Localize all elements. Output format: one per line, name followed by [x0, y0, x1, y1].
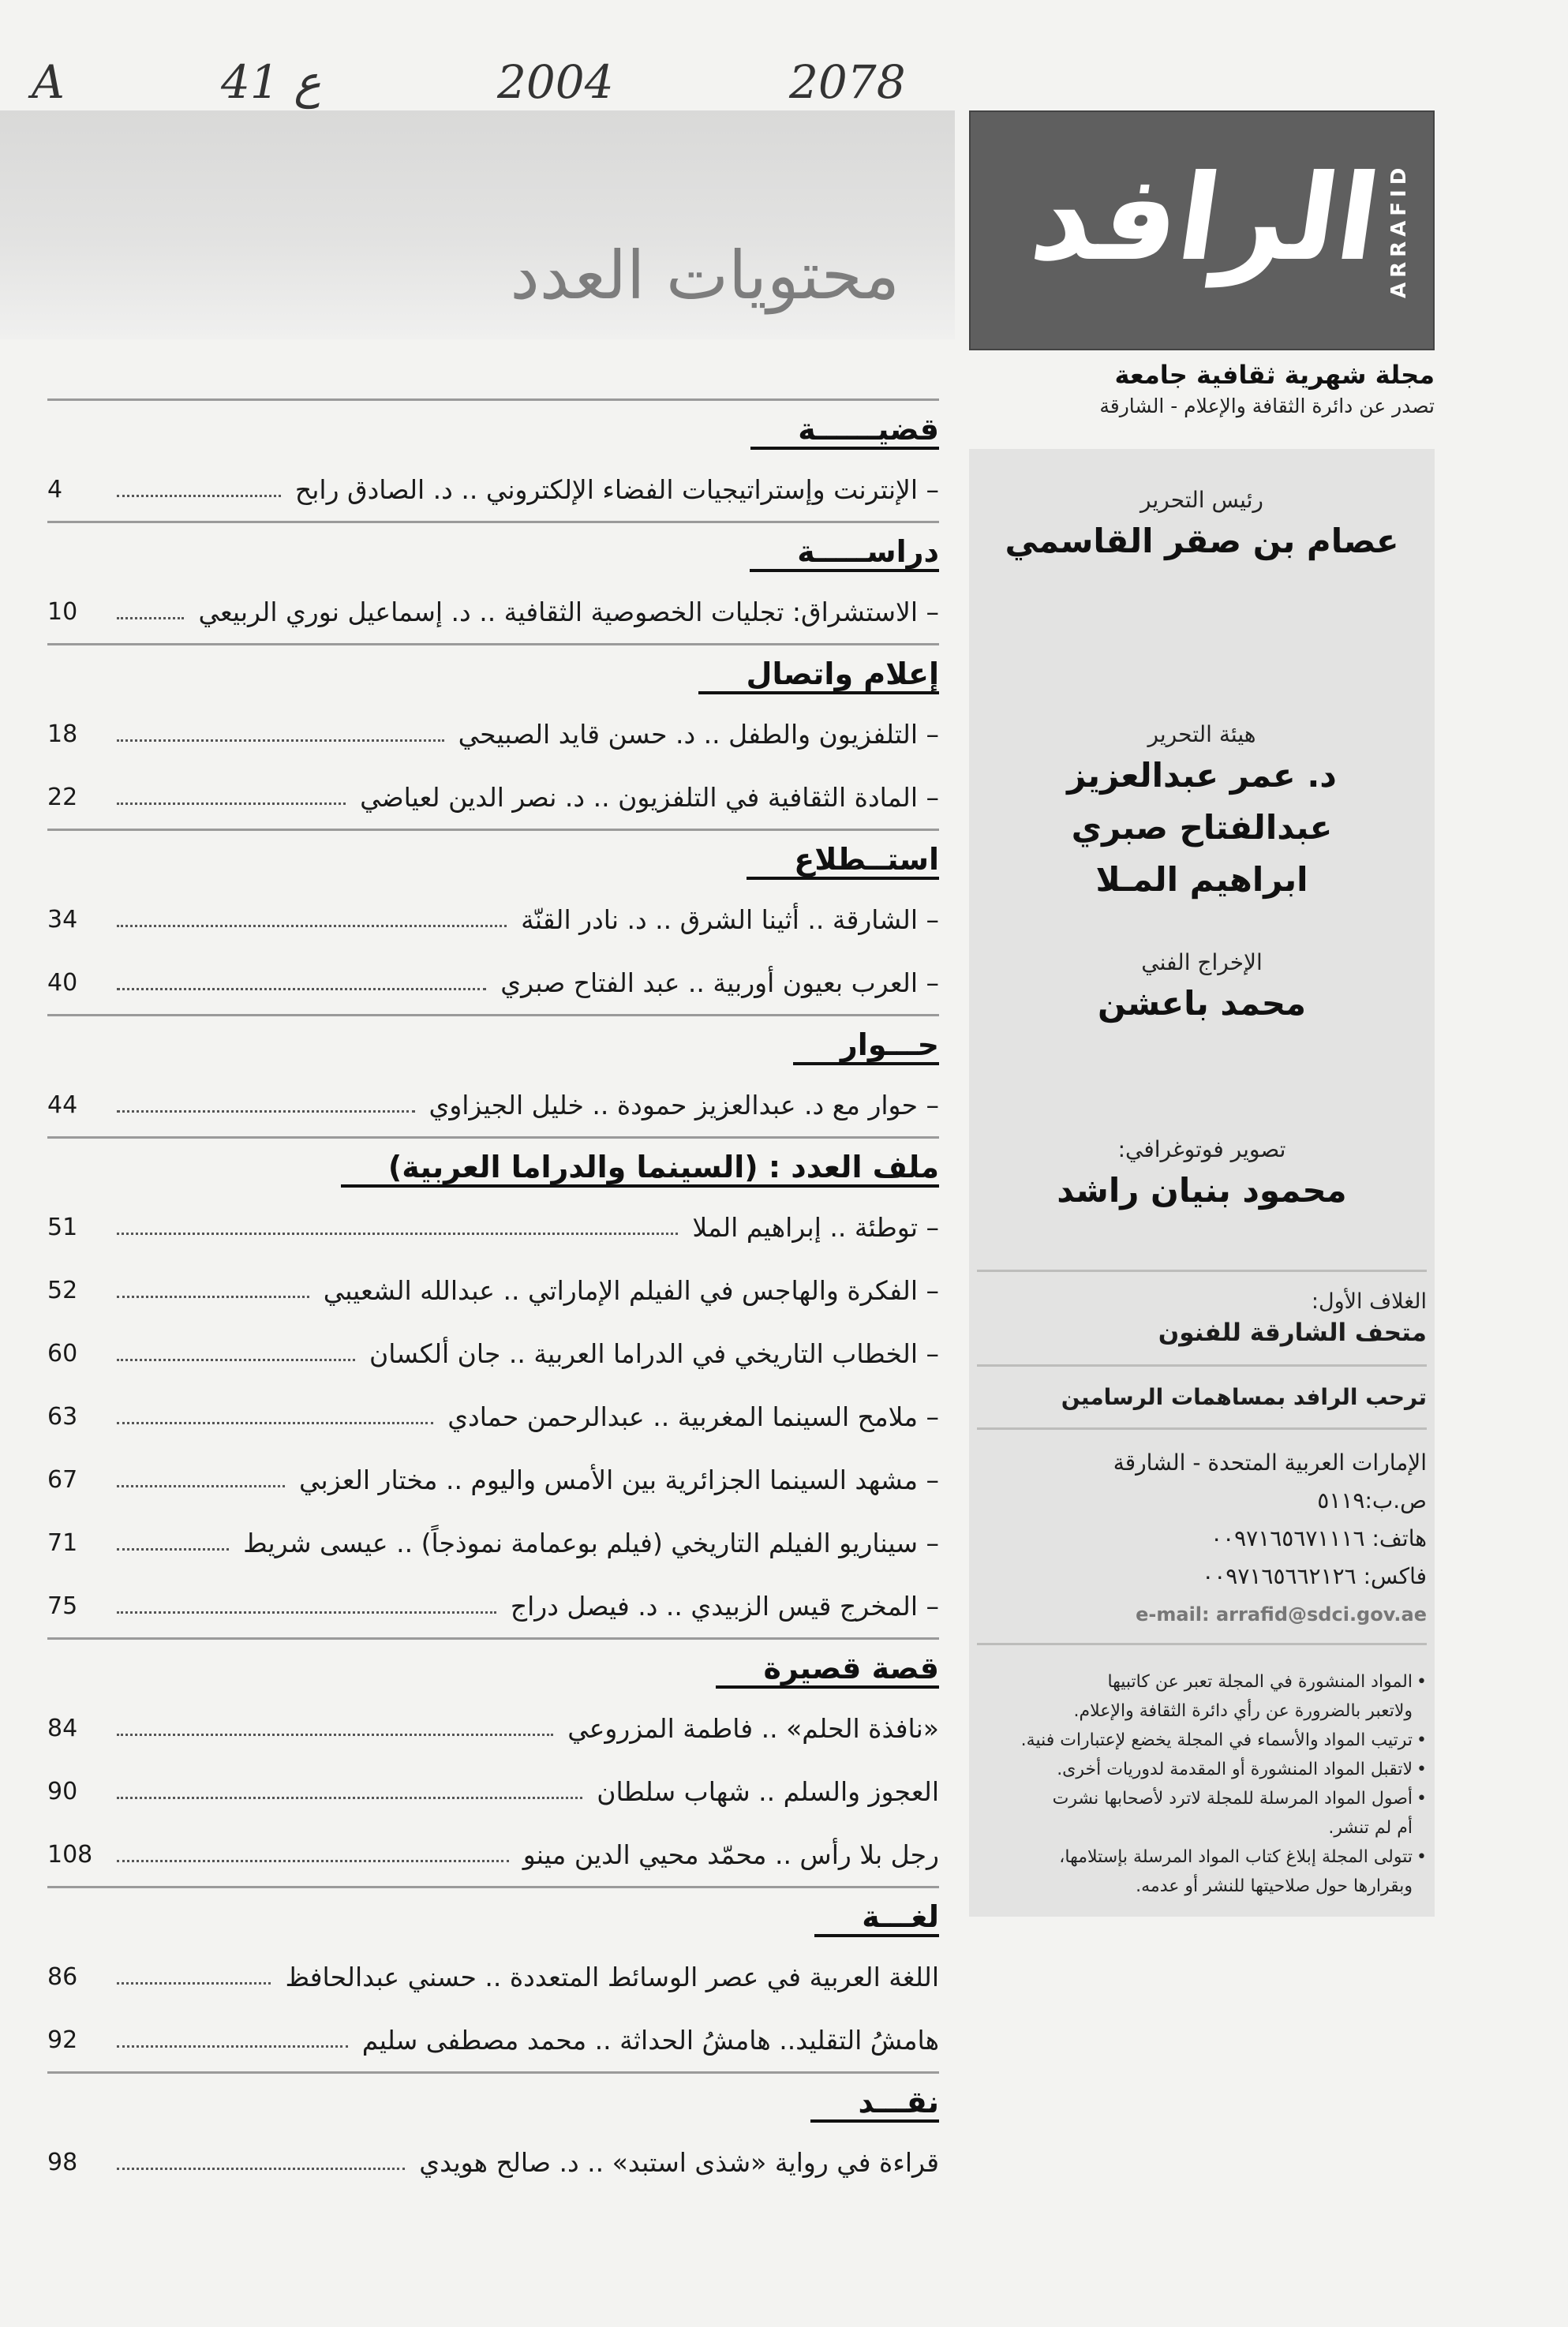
page-number: 86: [47, 1962, 78, 1991]
editor-name: عصام بن صقر القاسمي: [1005, 522, 1399, 560]
toc-entry: [47, 1511, 939, 1574]
section-title: ملف العدد : (السينما والدراما العربية): [341, 1150, 939, 1188]
toc-section: [47, 829, 939, 1014]
entry-title: – سيناريو الفيلم التاريخي (فيلم بوعمامة نموذجاً) .. عيسى شريط: [243, 1527, 939, 1558]
dot-leader: [117, 1734, 553, 1736]
dot-leader: [117, 1233, 678, 1235]
page-number: 92: [47, 2026, 78, 2054]
entry-title: – المخرج قيس الزبيدي .. د. فيصل دراج: [510, 1590, 939, 1622]
editorial-notes: [977, 1667, 1427, 1901]
dot-leader: [117, 495, 281, 497]
toc-entry: [47, 1697, 939, 1760]
note-line: • المواد المنشورة في المجلة تعبر عن كاتبيها: [977, 1667, 1427, 1697]
magazine-publisher: تصدر عن دائرة الثقافة والإعلام - الشارقة: [1099, 395, 1435, 417]
toc-entry: [47, 1574, 939, 1637]
handwritten-note: 2078: [789, 55, 906, 109]
section-header: [47, 398, 939, 458]
welcome-note: ترحب الرافد بمساهمات الرسامين: [1061, 1384, 1427, 1410]
dot-leader: [117, 2045, 348, 2048]
board-member: عبدالفتاح صبري: [1071, 808, 1333, 847]
note-line: أم لم تنشر.: [1328, 1818, 1413, 1838]
page-number: 51: [47, 1213, 78, 1241]
dot-leader: [117, 739, 444, 742]
note-line: وبقرارها حول صلاحيتها للنشر أو عدمه.: [1136, 1876, 1413, 1896]
section-header: [47, 643, 939, 702]
note-line: • لاتقبل المواد المنشورة أو المقدمة لدوريات أخرى.: [977, 1755, 1427, 1784]
toc-entry: [47, 888, 939, 951]
entry-title: هامشُ التقليد.. هامشُ الحداثة .. محمد مصطفى سليم: [361, 2024, 939, 2056]
section-header: [47, 521, 939, 580]
note-line: • ترتيب المواد والأسماء في المجلة يخضع لإعتبارات فنية.: [977, 1726, 1427, 1755]
section-header: [47, 829, 939, 888]
divider: [977, 1270, 1427, 1272]
toc-entry: [47, 951, 939, 1014]
entry-title: «نافذة الحلم» .. فاطمة المزروعي: [567, 1712, 939, 1744]
address-line: فاكس: ٠٠٩٧١٦٥٦٦٢١٢٦: [1202, 1563, 1427, 1589]
toc-section: [47, 2071, 939, 2194]
page-number: 71: [47, 1528, 78, 1557]
entry-title: – الخطاب التاريخي في الدراما العربية .. جان ألكسان: [369, 1337, 939, 1369]
dot-leader: [117, 1485, 285, 1487]
section-title: قضيــــــة: [750, 412, 939, 450]
toc-entry: [47, 1448, 939, 1511]
address-line: هاتف: ٠٠٩٧١٦٥٦٧١١١٦: [1211, 1525, 1427, 1551]
dot-leader: [117, 1548, 229, 1551]
address-line: ص.ب:٥١١٩: [1317, 1487, 1427, 1513]
entry-title: العجوز والسلم .. شهاب سلطان: [597, 1775, 939, 1807]
section-header: [47, 1637, 939, 1697]
photo-name: محمود بنيان راشد: [1057, 1171, 1347, 1210]
section-title: لغـــة: [814, 1899, 939, 1937]
page-number: 52: [47, 1276, 78, 1304]
divider: [977, 1427, 1427, 1430]
note-line: ولاتعبر بالضرورة عن رأي دائرة الثقافة والإعلام.: [1073, 1701, 1413, 1721]
handwritten-note: 41 ع: [221, 55, 321, 109]
toc-entry: [47, 1259, 939, 1322]
page-number: 10: [47, 597, 78, 626]
toc-entry: [47, 1073, 939, 1136]
toc-entry: [47, 765, 939, 829]
page-number: 84: [47, 1714, 78, 1742]
section-header: [47, 1886, 939, 1945]
entry-title: – الاستشراق: تجليات الخصوصية الثقافية .. د. إسماعيل نوري الربيعي: [198, 596, 939, 627]
handwritten-note: A: [32, 55, 65, 109]
section-title: نقـــد: [810, 2085, 939, 2123]
logo-arabic-text: الرافد: [1023, 150, 1388, 287]
entry-title: – المادة الثقافية في التلفزيون .. د. نصر الدين لعياضي: [360, 781, 939, 813]
page-title: محتويات العدد: [510, 237, 900, 314]
toc-section: [47, 521, 939, 643]
toc-section: [47, 1014, 939, 1136]
page-number: 22: [47, 783, 78, 811]
logo-latin-text: ARRAFID: [1387, 163, 1411, 298]
magazine-subtitle: مجلة شهرية ثقافية جامعة: [1114, 360, 1435, 390]
page-number: 63: [47, 1402, 78, 1431]
page-number: 60: [47, 1339, 78, 1367]
entry-title: – الفكرة والهاجس في الفيلم الإماراتي .. عبدالله الشعيبي: [323, 1274, 939, 1306]
entry-title: – حوار مع د. عبدالعزيز حمودة .. خليل الجيزاوي: [428, 1089, 939, 1120]
toc-entry: [47, 1195, 939, 1259]
dot-leader: [117, 925, 507, 927]
handwritten-annotations: [32, 49, 939, 120]
page-number: 18: [47, 720, 78, 748]
board-role: هيئة التحرير: [1147, 721, 1256, 747]
page-number: 98: [47, 2148, 78, 2176]
section-title: حـــوار: [793, 1027, 939, 1065]
page-number: 108: [47, 1840, 93, 1869]
section-title: استــطلاع: [747, 842, 939, 880]
toc-section: [47, 1136, 939, 1637]
section-title: قصة قصيرة: [716, 1651, 939, 1689]
toc-entry: [47, 458, 939, 521]
page-number: 90: [47, 1777, 78, 1805]
toc-entry: [47, 2131, 939, 2194]
entry-title: – ملامح السينما المغربية .. عبدالرحمن حمادي: [447, 1401, 939, 1432]
email-address: e-mail: arrafid@sdci.gov.ae: [1136, 1603, 1427, 1626]
entry-title: – توطئة .. إبراهيم الملا: [692, 1211, 939, 1243]
dot-leader: [117, 802, 346, 805]
masthead-column: [969, 110, 1435, 1917]
section-title: إعلام واتصال: [698, 657, 939, 694]
entry-title: اللغة العربية في عصر الوسائط المتعددة .. حسني عبدالحافظ: [285, 1961, 939, 1992]
toc-section: [47, 1886, 939, 2071]
divider: [977, 1364, 1427, 1367]
entry-title: – التلفزيون والطفل .. د. حسن قايد الصبيحي: [458, 718, 939, 750]
section-header: [47, 1014, 939, 1073]
board-member: د. عمر عبدالعزيز: [1067, 756, 1337, 795]
toc-entry: [47, 1945, 939, 2008]
page-number: 40: [47, 968, 78, 997]
toc-entry: [47, 1322, 939, 1385]
toc-section: [47, 398, 939, 521]
toc-entry: [47, 1760, 939, 1823]
dot-leader: [117, 988, 486, 990]
page-number: 4: [47, 475, 63, 503]
dot-leader: [117, 1611, 496, 1614]
page-number: 44: [47, 1091, 78, 1119]
entry-title: – الإنترنت وإستراتيجيات الفضاء الإلكتروني .. د. الصادق رابح: [294, 473, 939, 505]
entry-title: – العرب بعيون أوربية .. عبد الفتاح صبري: [500, 967, 939, 998]
entry-title: قراءة في رواية «شذى استبد» .. د. صالح هويدي: [419, 2146, 939, 2178]
page-number: 67: [47, 1465, 78, 1494]
toc-entry: [47, 2008, 939, 2071]
section-title: دراســـــة: [750, 534, 939, 572]
entry-title: رجل بلا رأس .. محمّد محيي الدين مينو: [522, 1839, 939, 1870]
credits-panel: [969, 449, 1435, 1917]
toc-entry: [47, 1385, 939, 1448]
address-line: الإمارات العربية المتحدة - الشارقة: [1113, 1450, 1427, 1476]
entry-title: – مشهد السينما الجزائرية بين الأمس واليوم .. مختار العزبي: [299, 1464, 939, 1495]
page-number: 34: [47, 905, 78, 933]
toc-entry: [47, 702, 939, 765]
toc-section: [47, 1637, 939, 1886]
page-number: 75: [47, 1592, 78, 1620]
dot-leader: [117, 1422, 433, 1424]
editor-role: رئيس التحرير: [1140, 487, 1263, 513]
magazine-logo: [969, 110, 1435, 350]
dot-leader: [117, 1296, 309, 1298]
toc-entry: [47, 580, 939, 643]
divider: [977, 1643, 1427, 1645]
photo-role: تصوير فوتوغرافي:: [1117, 1136, 1286, 1162]
toc-section: [47, 643, 939, 829]
entry-title: – الشارقة .. أثينا الشرق .. د. نادر القنّة: [521, 903, 939, 935]
dot-leader: [117, 1797, 582, 1799]
cover-role: الغلاف الأول:: [1311, 1289, 1427, 1314]
toc-entry: [47, 1823, 939, 1886]
dot-leader: [117, 1860, 509, 1862]
section-header: [47, 2071, 939, 2131]
dot-leader: [117, 2168, 405, 2170]
cover-name: متحف الشارقة للفنون: [1158, 1319, 1427, 1347]
handwritten-note: 2004: [497, 55, 614, 109]
dot-leader: [117, 1982, 271, 1985]
design-name: محمد باعشن: [1097, 984, 1307, 1023]
dot-leader: [117, 617, 184, 619]
table-of-contents: [47, 398, 939, 2194]
dot-leader: [117, 1110, 415, 1113]
board-member: ابراهيم المـلا: [1095, 860, 1308, 899]
note-line: • تتولى المجلة إبلاغ كتاب المواد المرسلة بإستلامها،: [977, 1843, 1427, 1872]
section-header: [47, 1136, 939, 1195]
note-line: • أصول المواد المرسلة للمجلة لاترد لأصحابها نشرت: [977, 1784, 1427, 1813]
dot-leader: [117, 1359, 355, 1361]
design-role: الإخراج الفني: [1141, 949, 1263, 975]
